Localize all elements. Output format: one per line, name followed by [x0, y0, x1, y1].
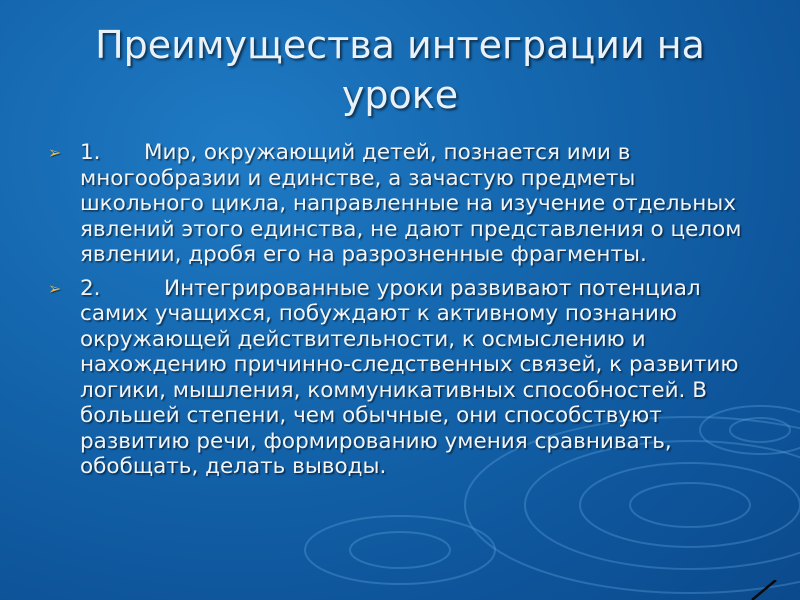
item-text: Интегрированные уроки развивают потенциал самих учащихся, побуждают к активному познанию окружающей действительности, к осмыслению и нахождению причинно-следственных связей, к развитию логики, мышления, коммуникативных способностей. В большей степени, чем обычные, они способствуют развитию речи, формированию умения сравнивать, обобщать, делать выводы. — [80, 275, 739, 479]
item-number: 2. — [80, 275, 101, 301]
list-item — [46, 276, 766, 480]
corner-stroke-decoration — [748, 580, 778, 600]
arrow-bullet-icon: ➢ — [48, 278, 62, 298]
list-item — [46, 140, 766, 268]
item-text: Мир, окружающий детей, познается ими в многообразии и единстве, а зачастую предметы школьного цикла, направленные на изучение отдельных явлений этого единства, не дают представления о целом явлении, дробя его на разрозненные фрагменты. — [80, 140, 742, 267]
slide-title: Преимущества интеграции на уроке — [95, 23, 705, 117]
slide-body — [46, 140, 766, 488]
item-number: 1. — [80, 140, 101, 165]
arrow-bullet-icon: ➢ — [48, 143, 62, 162]
